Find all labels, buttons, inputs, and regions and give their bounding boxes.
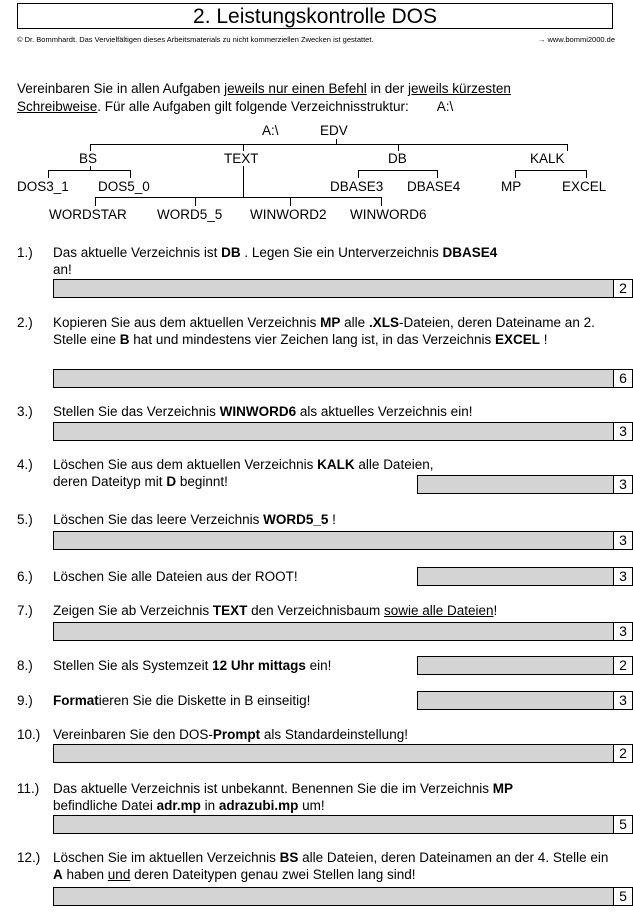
tree-node-edv: EDV bbox=[320, 123, 348, 138]
answer-field-12[interactable] bbox=[53, 887, 614, 906]
points-box-10: 2 bbox=[613, 744, 633, 763]
task-text: Stellen Sie das Verzeichnis WINWORD6 als aktuelles Verzeichnis ein! bbox=[53, 404, 473, 419]
task-number: 3.) bbox=[17, 404, 33, 419]
points-box-2: 6 bbox=[613, 369, 633, 388]
points-box-11: 5 bbox=[613, 815, 633, 834]
tree-node-dbase3: DBASE3 bbox=[330, 179, 384, 194]
answer-field-5[interactable] bbox=[53, 531, 614, 550]
points-box-7: 3 bbox=[613, 622, 633, 641]
task-text: Das aktuelle Verzeichnis ist DB . Legen Sie ein Unterverzeichnis DBASE4 an! bbox=[53, 245, 498, 277]
tree-node-mp: MP bbox=[501, 179, 522, 194]
task-text: Löschen Sie das leere Verzeichnis WORD5_5 ! bbox=[53, 512, 336, 527]
task-text: Stellen Sie als Systemzeit 12 Uhr mittags ein! bbox=[53, 658, 332, 673]
intro-text: in der bbox=[366, 81, 409, 96]
intro-text: . Für alle Aufgaben gilt folgende Verzeichnisstruktur: bbox=[97, 99, 409, 114]
task-number: 7.) bbox=[17, 603, 33, 618]
tree-node-bs: BS bbox=[79, 151, 98, 166]
task-number: 10.) bbox=[17, 727, 41, 742]
task-number: 6.) bbox=[17, 569, 33, 584]
answer-field-9[interactable] bbox=[417, 691, 614, 710]
points-box-1: 2 bbox=[613, 279, 633, 298]
points-box-9: 3 bbox=[613, 691, 633, 710]
task-text: Kopieren Sie aus dem aktuellen Verzeichnis MP alle .XLS-Dateien, deren Dateiname an 2. Stelle eine B hat und mindestens vier Zeichen lang ist, in das Verzeichnis EXCEL ! bbox=[53, 315, 595, 347]
task-number: 12.) bbox=[17, 850, 41, 865]
tree-node-db: DB bbox=[388, 151, 407, 166]
task-text: Vereinbaren Sie den DOS-Prompt als Standardeinstellung! bbox=[53, 727, 408, 742]
task-text: Löschen Sie im aktuellen Verzeichnis BS alle Dateien, deren Dateinamen an der 4. Stelle ein A haben und deren Dateitypen genau zwei Stellen lang sind! bbox=[53, 850, 609, 882]
answer-field-10[interactable] bbox=[53, 744, 614, 763]
points-box-12: 5 bbox=[613, 887, 633, 906]
intro-paragraph bbox=[17, 80, 617, 116]
answer-field-2[interactable] bbox=[53, 369, 614, 388]
task-number: 5.) bbox=[17, 512, 33, 527]
intro-underlined: Schreibweise bbox=[17, 99, 98, 114]
points-box-3: 3 bbox=[613, 422, 633, 441]
intro-root: A:\ bbox=[436, 99, 454, 114]
intro-text: Vereinbaren Sie in allen Aufgaben bbox=[17, 81, 225, 96]
answer-field-8[interactable] bbox=[417, 656, 614, 675]
tree-node-winword6: WINWORD6 bbox=[350, 207, 427, 222]
points-box-4: 3 bbox=[613, 475, 633, 494]
tree-node-text: TEXT bbox=[224, 151, 259, 166]
intro-underlined: jeweils nur einen Befehl bbox=[224, 81, 367, 96]
answer-field-1[interactable] bbox=[53, 279, 614, 298]
intro-underlined: jeweils kürzesten bbox=[408, 81, 511, 96]
answer-field-6[interactable] bbox=[417, 567, 614, 586]
task-number: 8.) bbox=[17, 658, 33, 673]
task-number: 4.) bbox=[17, 457, 33, 472]
tree-node-winword2: WINWORD2 bbox=[250, 207, 327, 222]
task-number: 11.) bbox=[17, 781, 40, 796]
answer-field-11[interactable] bbox=[53, 815, 614, 834]
tree-node-dos5_0: DOS5_0 bbox=[98, 179, 150, 194]
task-number: 1.) bbox=[17, 245, 33, 260]
answer-field-4[interactable] bbox=[417, 475, 614, 494]
tree-node-kalk: KALK bbox=[530, 151, 565, 166]
copyright-notice: © Dr. Bommhardt. Das Vervielfältigen dieses Arbeitsmaterials zu nicht kommerziellen Zwecken ist gestattet. bbox=[17, 35, 374, 44]
task-text: Formatieren Sie die Diskette in B einseitig! bbox=[53, 693, 311, 708]
points-box-5: 3 bbox=[613, 531, 633, 550]
page-title: 2. Leistungskontrolle DOS bbox=[17, 3, 613, 29]
task-text: Das aktuelle Verzeichnis ist unbekannt. Benennen Sie die im Verzeichnis MP befindliche Datei adr.mp in adrazubi.mp um! bbox=[53, 781, 514, 813]
tree-node-dbase4: DBASE4 bbox=[407, 179, 461, 194]
task-text: Löschen Sie aus dem aktuellen Verzeichnis KALK alle Dateien, deren Dateityp mit D beginnt! bbox=[53, 457, 434, 489]
directory-tree bbox=[0, 120, 633, 230]
points-box-8: 2 bbox=[613, 656, 633, 675]
task-text: Zeigen Sie ab Verzeichnis TEXT den Verzeichnisbaum sowie alle Dateien! bbox=[53, 603, 498, 618]
task-number: 9.) bbox=[17, 693, 33, 708]
points-box-6: 3 bbox=[613, 567, 633, 586]
website-link[interactable]: → www.bommi2000.de bbox=[537, 35, 615, 44]
answer-field-3[interactable] bbox=[53, 422, 614, 441]
tree-node-excel: EXCEL bbox=[562, 179, 607, 194]
tree-node-wordstar: WORDSTAR bbox=[49, 207, 127, 222]
tree-node-dos3_1: DOS3_1 bbox=[17, 179, 69, 194]
tree-node-root: A:\ bbox=[262, 123, 279, 138]
task-text: Löschen Sie alle Dateien aus der ROOT! bbox=[53, 569, 298, 584]
task-number: 2.) bbox=[17, 315, 33, 330]
tree-node-word5_5: WORD5_5 bbox=[157, 207, 223, 222]
answer-field-7[interactable] bbox=[53, 622, 614, 641]
